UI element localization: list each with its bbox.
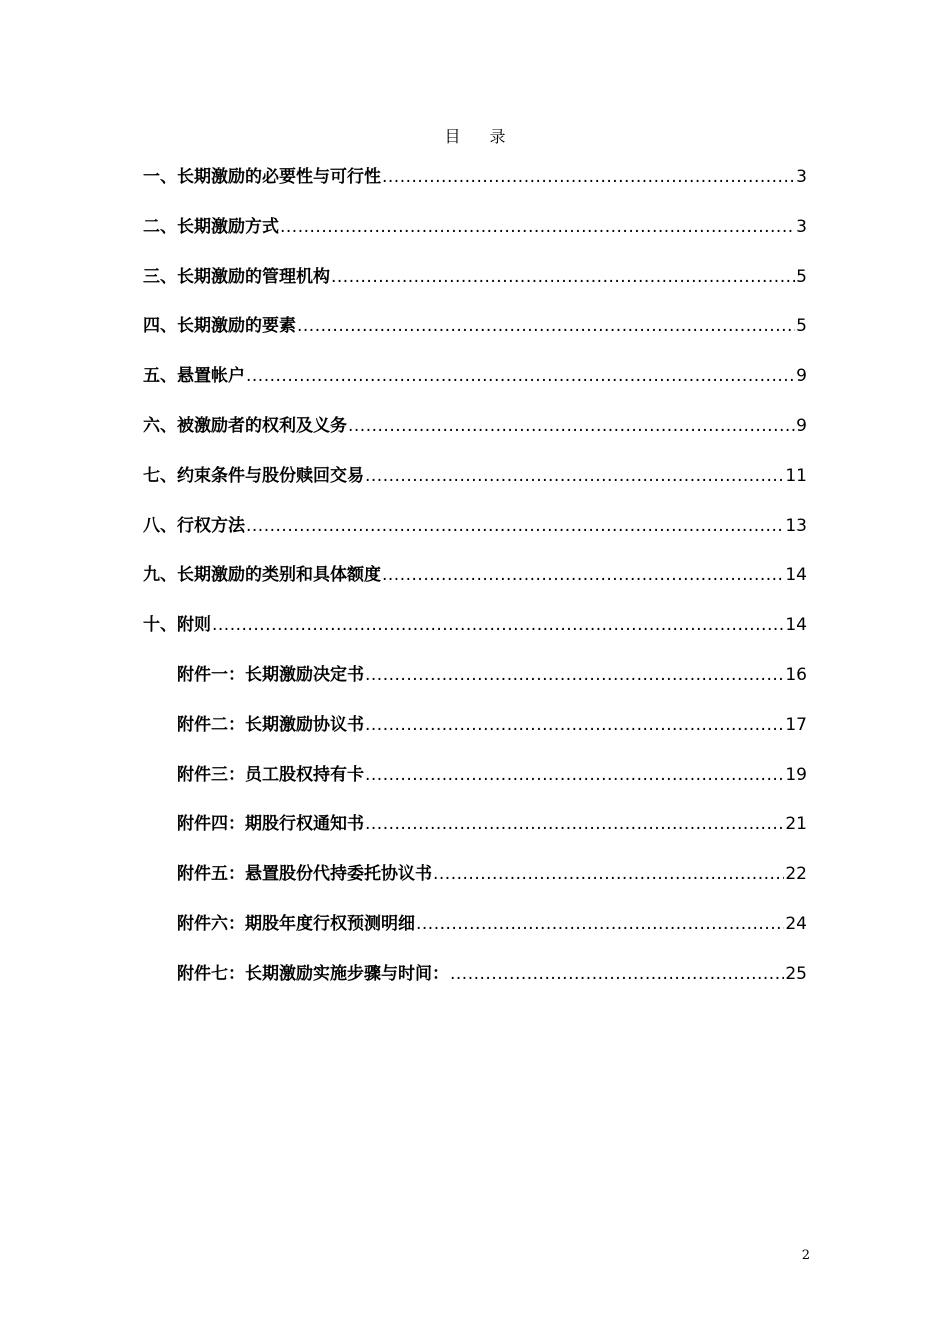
toc-entry[interactable] (143, 212, 807, 262)
toc-entry[interactable] (143, 361, 807, 411)
toc-leader-dots (450, 964, 784, 984)
toc-entry-page: 3 (796, 216, 807, 237)
toc-entry-appendix[interactable] (143, 660, 807, 710)
toc-leader-dots (365, 715, 784, 735)
toc-entry-appendix[interactable] (143, 760, 807, 810)
toc-entry-label: 附件三：员工股权持有卡 (177, 764, 364, 785)
toc-entry-page: 21 (785, 814, 807, 835)
table-of-contents (143, 162, 807, 1009)
toc-entry-appendix[interactable] (143, 909, 807, 959)
toc-leader-dots (348, 416, 795, 436)
toc-leader-dots (297, 316, 795, 336)
toc-entry-appendix[interactable] (143, 859, 807, 909)
toc-entry-page: 24 (785, 913, 807, 934)
toc-entry-label: 十、附则 (143, 615, 211, 636)
toc-entry-page: 14 (785, 615, 807, 636)
toc-entry[interactable] (143, 511, 807, 561)
toc-entry-page: 9 (796, 415, 807, 436)
toc-entry-label: 附件四：期股行权通知书 (177, 814, 364, 835)
toc-leader-dots (416, 914, 784, 934)
toc-entry-page: 14 (785, 565, 807, 586)
toc-leader-dots (280, 217, 795, 237)
toc-leader-dots (246, 516, 784, 536)
toc-leader-dots (382, 167, 795, 187)
toc-entry-label: 六、被激励者的权利及义务 (143, 415, 347, 436)
toc-leader-dots (382, 565, 784, 585)
toc-entry-label: 七、约束条件与股份赎回交易 (143, 465, 364, 486)
toc-title: 目 录 (444, 127, 518, 146)
toc-entry-page: 3 (796, 167, 807, 187)
toc-entry-page: 22 (785, 864, 807, 885)
toc-entry-appendix[interactable] (143, 809, 807, 859)
toc-leader-dots (331, 267, 795, 287)
toc-entry-label: 附件一：长期激励决定书 (177, 664, 364, 685)
toc-entry-label: 附件二：长期激励协议书 (177, 714, 364, 735)
toc-leader-dots (212, 615, 784, 635)
toc-entry-page: 19 (785, 764, 807, 785)
toc-entry-appendix[interactable] (143, 710, 807, 760)
toc-entry-label: 八、行权方法 (143, 515, 245, 536)
toc-entry-label: 附件六：期股年度行权预测明细 (177, 913, 415, 934)
toc-leader-dots (365, 765, 784, 785)
toc-entry[interactable] (143, 411, 807, 461)
toc-entry-page: 13 (785, 515, 807, 536)
toc-entry-label: 四、长期激励的要素 (143, 316, 296, 337)
toc-entry-label: 五、悬置帐户 (143, 366, 245, 387)
toc-leader-dots (365, 466, 784, 486)
toc-leader-dots (433, 864, 784, 884)
toc-entry-label: 附件七：长期激励实施步骤与时间： (177, 963, 449, 984)
toc-entry[interactable] (143, 610, 807, 660)
page-number: 2 (801, 1248, 810, 1263)
toc-leader-dots (365, 665, 784, 685)
toc-entry-label: 一、长期激励的必要性与可行性 (143, 167, 381, 187)
toc-entry-appendix[interactable] (143, 959, 807, 1009)
toc-leader-dots (365, 814, 784, 834)
toc-entry-page: 11 (785, 465, 807, 486)
toc-entry-label: 三、长期激励的管理机构 (143, 266, 330, 287)
toc-entry-page: 17 (785, 714, 807, 735)
toc-entry-label: 附件五：悬置股份代持委托协议书 (177, 864, 432, 885)
toc-entry[interactable] (143, 461, 807, 511)
toc-entry-label: 二、长期激励方式 (143, 216, 279, 237)
toc-entry-page: 16 (785, 664, 807, 685)
toc-entry[interactable] (143, 560, 807, 610)
toc-entry-page: 25 (785, 963, 807, 984)
toc-entry[interactable] (143, 262, 807, 312)
toc-entry-page: 5 (796, 266, 807, 287)
toc-entry-page: 9 (796, 366, 807, 387)
toc-leader-dots (246, 366, 795, 386)
toc-entry[interactable] (143, 311, 807, 361)
toc-entry-page: 5 (796, 316, 807, 337)
toc-entry-label: 九、长期激励的类别和具体额度 (143, 565, 381, 586)
toc-entry[interactable] (143, 162, 807, 212)
